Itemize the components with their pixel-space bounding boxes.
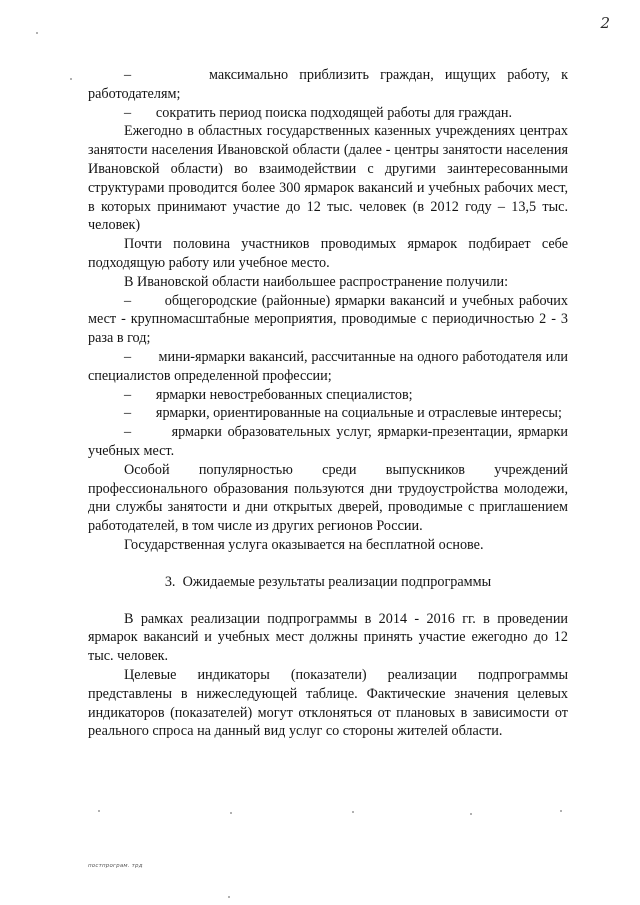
list-item: – максимально приблизить граждан, ищущих работу, к работодателям; — [88, 67, 568, 102]
paragraph: Особой популярностью среди выпускников учреждений профессионального образования пользуются дни трудоустройства молодежи, дни службы занятости и дни открытых дверей, проводимые с приглашением работодателей, в том числе из других регионов России. — [88, 461, 568, 535]
paragraph: В Ивановской области наибольшее распространение получили: — [124, 273, 509, 290]
list-item: – общегородские (районные) ярмарки вакансий и учебных рабочих мест - крупномасштабные мероприятия, проводимые с периодичностью 2 - 3 раза в год; — [88, 292, 568, 347]
scan-speck — [230, 812, 232, 814]
list-item: – сократить период поиска подходящей работы для граждан. — [124, 104, 513, 121]
scan-speck — [98, 810, 100, 812]
document-body — [88, 66, 568, 741]
paragraph: Ежегодно в областных государственных казенных учреждениях центрах занятости населения Ивановской области (далее - центры занятости населения Ивановской области) во взаимодействии с другими заинтересованными структурами проводится более 300 ярмарок вакансий и учебных рабочих мест, в которых принимают участие до 12 тыс. человек (в 2012 году – 13,5 тыс. человек) — [88, 123, 568, 234]
paragraph: Почти половина участников проводимых ярмарок подбирает себе подходящую работу или учебное место. — [88, 236, 568, 271]
section-heading: 3. Ожидаемые результаты реализации подпрограммы — [164, 573, 492, 590]
list-item: – ярмарки, ориентированные на социальные и отраслевые интересы; — [124, 405, 562, 422]
scan-speck — [70, 78, 72, 80]
list-item: – мини-ярмарки вакансий, рассчитанные на одного работодателя или специалистов определенной профессии; — [88, 348, 568, 384]
paragraph: Целевые индикаторы (показатели) реализации подпрограммы представлены в нижеследующей таблице. Фактические значения целевых индикаторов (показателей) могут отклоняться от плановых в зависимости от реального спроса на данный вид услуг со стороны жителей области. — [88, 666, 568, 740]
scan-speck — [228, 896, 230, 898]
scan-speck — [560, 810, 562, 812]
scan-speck — [470, 813, 472, 815]
list-item: – ярмарки образовательных услуг, ярмарки-презентации, ярмарки учебных мест. — [88, 424, 568, 459]
footer-note: постпрограм. трд — [88, 863, 143, 869]
scan-speck — [36, 32, 38, 34]
paragraph: Государственная услуга оказывается на бесплатной основе. — [124, 536, 484, 553]
page-number: 2 — [600, 14, 610, 32]
list-item: – ярмарки невостребованных специалистов; — [124, 386, 413, 403]
paragraph: В рамках реализации подпрограммы в 2014 - 2016 гг. в проведении ярмарок вакансий и учебных мест должны принять участие ежегодно до 12 тыс. человек. — [88, 610, 568, 665]
scan-speck — [352, 811, 354, 813]
